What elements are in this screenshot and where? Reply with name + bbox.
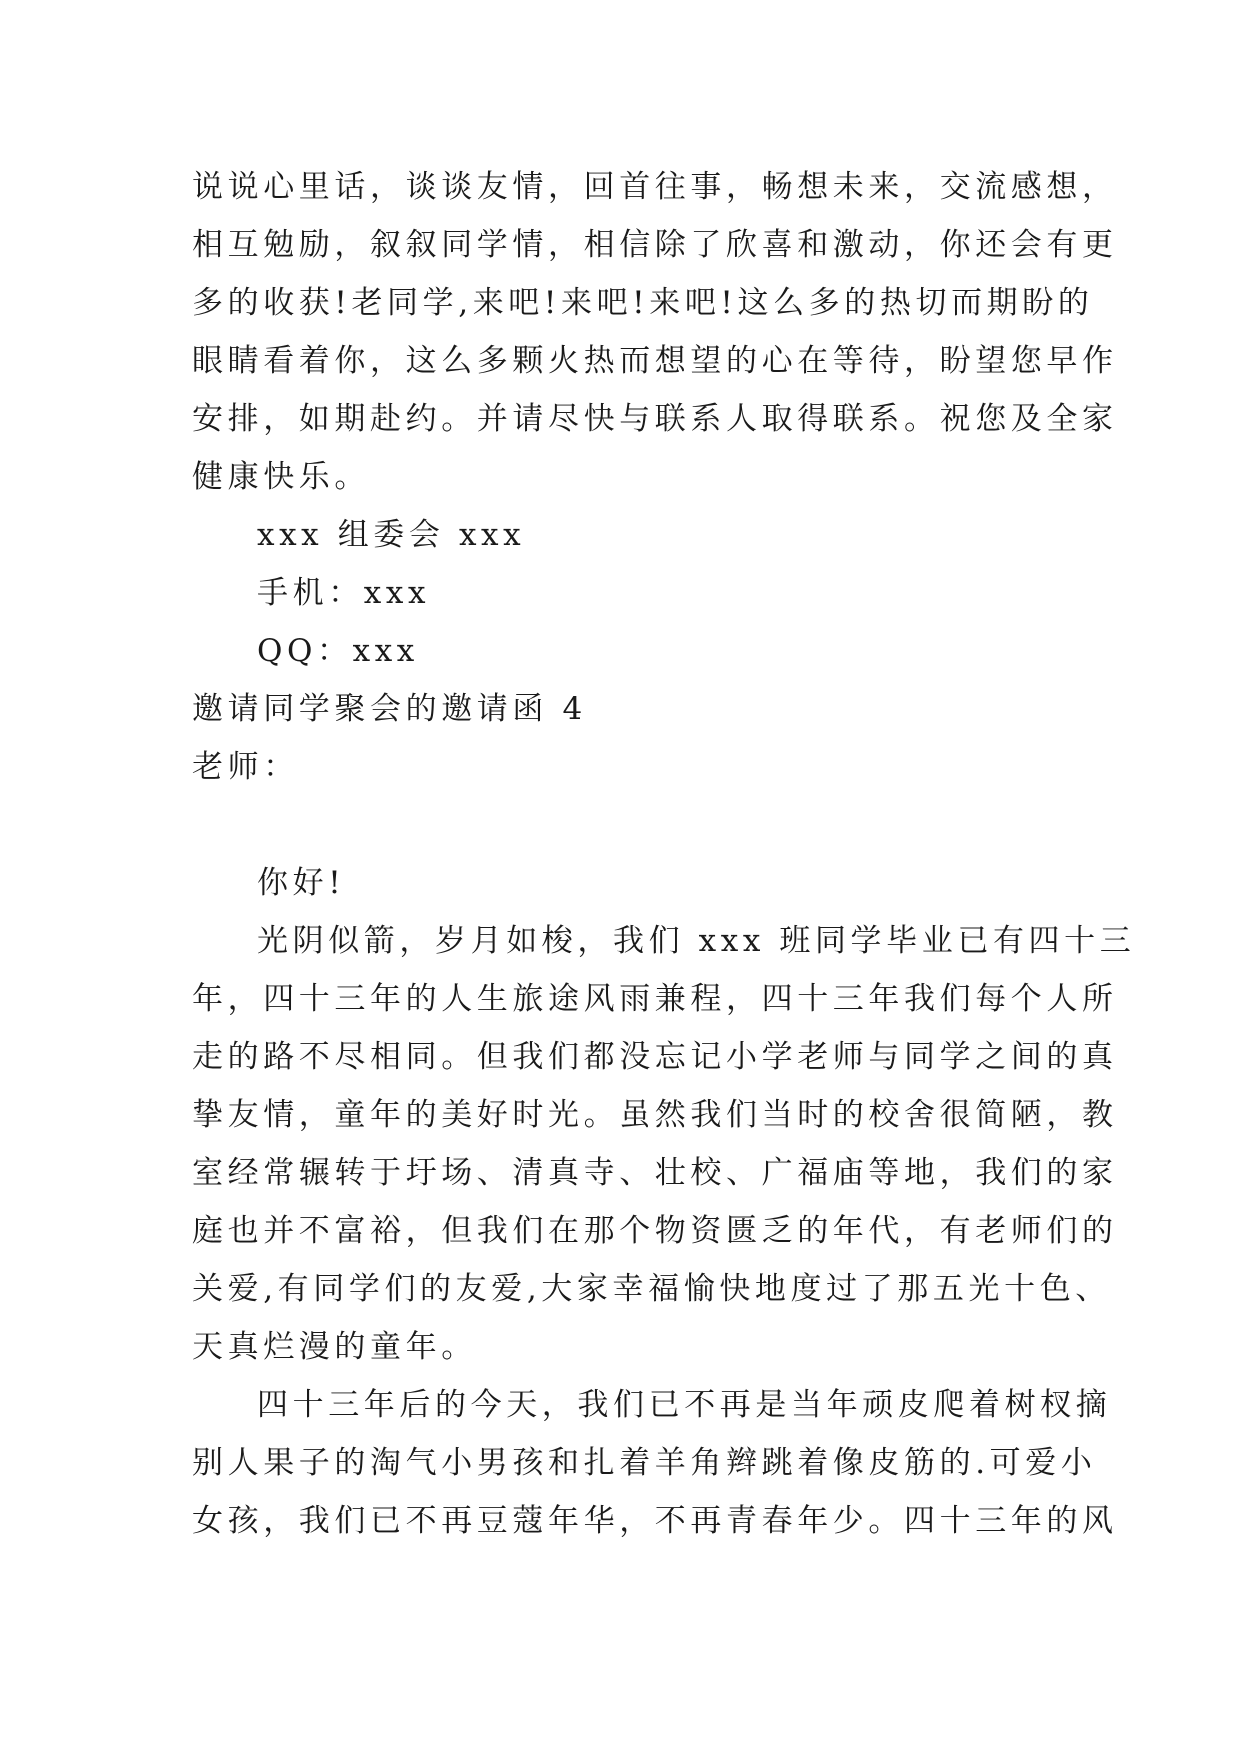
text-line: 光阴似箭，岁月如梭，我们 xxx 班同学毕业已有四十三	[257, 923, 1136, 959]
greeting: 你好!	[257, 865, 346, 901]
text-line: 走的路不尽相同。但我们都没忘记小学老师与同学之间的真	[192, 1039, 1118, 1075]
text-line: 关爱,有同学们的友爱,大家幸福愉快地度过了那五光十色、	[192, 1271, 1111, 1307]
text-line: 挚友情，童年的美好时光。虽然我们当时的校舍很简陋，教	[192, 1097, 1118, 1133]
text-line: 说说心里话，谈谈友情，回首往事，畅想未来，交流感想，	[192, 169, 1118, 205]
text-line: 眼睛看着你，这么多颗火热而想望的心在等待，盼望您早作	[192, 343, 1118, 379]
text-line: 四十三年后的今天，我们已不再是当年顽皮爬着树杈摘	[257, 1387, 1112, 1423]
text-line: 多的收获!老同学,来吧!来吧!来吧!这么多的热切而期盼的	[192, 285, 1094, 321]
text-line: 健康快乐。	[192, 459, 370, 495]
signature-phone: 手机：xxx	[257, 575, 431, 611]
text-line: 相互勉励，叙叙同学情，相信除了欣喜和激动，你还会有更	[192, 227, 1118, 263]
salutation: 老师：	[192, 749, 299, 785]
signature-committee: xxx 组委会 xxx	[257, 517, 526, 553]
text-line: 庭也并不富裕，但我们在那个物资匮乏的年代，有老师们的	[192, 1213, 1118, 1249]
section-heading: 邀请同学聚会的邀请函 4	[192, 691, 587, 727]
text-line: 天真烂漫的童年。	[192, 1329, 477, 1365]
text-line: 安排，如期赴约。并请尽快与联系人取得联系。祝您及全家	[192, 401, 1118, 437]
text-line: 年，四十三年的人生旅途风雨兼程，四十三年我们每个人所	[192, 981, 1118, 1017]
text-line: 室经常辗转于圩场、清真寺、壮校、广福庙等地，我们的家	[192, 1155, 1118, 1191]
text-line: 女孩，我们已不再豆蔻年华，不再青春年少。四十三年的风	[192, 1503, 1118, 1539]
text-line: 别人果子的淘气小男孩和扎着羊角辫跳着像皮筋的.可爱小	[192, 1445, 1097, 1481]
signature-qq: QQ：xxx	[257, 633, 419, 669]
